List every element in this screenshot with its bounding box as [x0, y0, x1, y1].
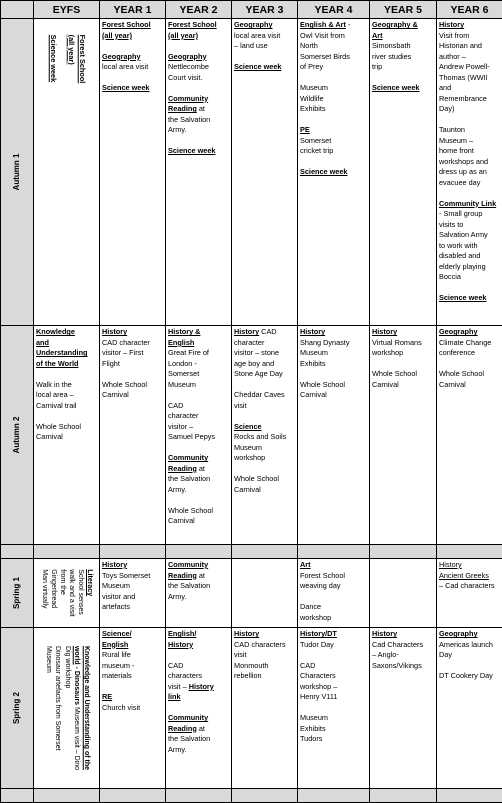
cell-text: English & Art	[300, 20, 346, 30]
cell-text: History	[372, 327, 398, 337]
cell-text: visit	[234, 400, 247, 410]
gap-row-2	[1, 788, 502, 802]
cell-text: Community	[168, 93, 209, 103]
cell-text: to work with	[439, 240, 478, 250]
cell-text: Owl Visit from	[300, 30, 345, 40]
cell-text: Boccia	[439, 272, 461, 282]
cell-text: Church visit	[102, 702, 141, 712]
cell-text: Exhibits	[300, 104, 326, 114]
cell-text: Nettlecombe	[168, 62, 209, 72]
cell-text: local area visit	[234, 30, 281, 40]
row-spring-2	[1, 628, 502, 789]
cell-text: Museum	[168, 379, 196, 389]
cell-spring1-eyfs	[34, 559, 100, 628]
gap-row-1	[1, 544, 502, 558]
cell-text: Army.	[168, 125, 187, 135]
cell-text: History	[188, 681, 214, 691]
cell-text: Samuel Pepys	[168, 432, 216, 442]
cell-text: Army.	[168, 484, 187, 494]
cell-text: Carnival	[168, 516, 195, 526]
cell-text: Whole School	[36, 421, 82, 431]
cell-spring1-year2	[166, 559, 232, 628]
cell-autumn2-eyfs	[34, 326, 100, 545]
cell-text: visitor – stone	[234, 348, 280, 358]
cell-autumn1-eyfs	[34, 19, 100, 326]
cell-text: History	[234, 629, 260, 639]
cell-text: Army.	[168, 591, 187, 601]
cell-text: the Salvation	[168, 734, 211, 744]
cell-text: CAD	[168, 660, 184, 670]
cell-text: Science week	[234, 62, 282, 72]
cell-text: visitor and	[102, 591, 136, 601]
cell-autumn2-year5	[370, 326, 437, 545]
cell-text: History	[439, 20, 465, 30]
header-row	[1, 1, 502, 19]
cell-text: Dig workshop	[63, 645, 71, 689]
cell-text: the Salvation	[168, 581, 211, 590]
cell-text: Museum	[102, 581, 130, 590]
cell-text: Knowledge and Understanding of the	[82, 645, 90, 770]
cell-text: characters	[168, 671, 203, 681]
cell-text: workshop –	[300, 681, 338, 691]
cell-text: Man virtually	[40, 569, 48, 609]
cell-spring2-year2	[166, 628, 232, 789]
cell-text: river studies	[372, 51, 412, 61]
row-autumn-2	[1, 326, 502, 545]
cell-text: Monmouth	[234, 660, 269, 670]
cell-text: Museum –	[439, 135, 474, 145]
cell-spring1-year3	[232, 559, 298, 628]
cell-text: Museum	[300, 83, 328, 93]
cell-text: – Cad characters	[439, 581, 495, 590]
cell-autumn1-year6	[437, 19, 502, 326]
cell-autumn1-year1	[100, 19, 166, 326]
cell-text: Whole School	[102, 379, 148, 389]
cell-autumn2-year3	[232, 326, 298, 545]
cell-text: CAD	[259, 327, 277, 337]
cell-text: Forest School	[102, 20, 151, 30]
cell-text: at	[196, 463, 205, 473]
cell-text: Shang Dynasty	[300, 337, 350, 347]
cell-text: Wildlife	[300, 93, 324, 103]
cell-text: Whole School	[372, 369, 418, 379]
cell-text: Toys Somerset	[102, 570, 151, 580]
cell-text: History	[300, 327, 326, 337]
cell-text: Walk in the	[36, 379, 72, 389]
cell-text: Community	[168, 453, 209, 463]
cell-text: local area –	[36, 390, 74, 400]
cell-text: the Salvation	[168, 114, 211, 124]
cell-text: Flight	[102, 358, 120, 368]
cell-text: CAD characters	[234, 639, 286, 649]
cell-autumn2-year4	[298, 326, 370, 545]
cell-text: Army.	[168, 744, 187, 754]
header-year-5: YEAR 5	[370, 1, 437, 19]
cell-text: walk and a visit	[67, 569, 75, 617]
cell-text: dress up as an	[439, 167, 487, 177]
cell-text: CAD character	[102, 337, 150, 347]
cell-text: Forest School	[77, 34, 87, 84]
cell-text: Court visit.	[168, 72, 203, 82]
cell-text: Literacy	[85, 569, 93, 597]
cell-text: Characters	[300, 671, 336, 681]
cell-text: Museum	[234, 442, 262, 452]
cell-text: Art	[372, 30, 383, 40]
cell-text: Knowledge	[36, 327, 75, 337]
cell-text: Science week	[372, 83, 420, 93]
cell-autumn2-year6	[437, 326, 502, 545]
cell-text: (all year)	[66, 34, 76, 65]
cell-text: artefacts	[102, 602, 130, 611]
cell-text: Ancient Greeks	[439, 570, 489, 580]
cell-spring1-year6	[437, 559, 502, 628]
cell-text: Virtual Romans	[372, 337, 422, 347]
cell-text: Reading	[168, 723, 197, 733]
cell-text: Museum	[300, 348, 328, 358]
cell-text: Museum visit – Dino	[72, 704, 80, 770]
cell-text: elderly playing	[439, 261, 486, 271]
cell-text: Geography	[234, 20, 273, 30]
cell-text: Art	[300, 560, 311, 569]
cell-text: Carnival	[439, 379, 466, 389]
cell-text: PE	[300, 125, 310, 135]
cell-text: English	[102, 639, 129, 649]
cell-text: (all year)	[102, 30, 133, 40]
cell-text: Reading	[168, 463, 197, 473]
cell-text: - Dinosaurs	[72, 664, 80, 705]
cell-text: Geography	[439, 629, 478, 639]
term-autumn-2	[1, 326, 34, 545]
cell-text: Day)	[439, 104, 455, 114]
cell-text: CAD	[300, 660, 316, 670]
cell-text: Museum	[300, 713, 328, 723]
cell-autumn2-year1	[100, 326, 166, 545]
cell-text: Stone Age Day	[234, 369, 283, 379]
cell-text: Simonsbath	[372, 41, 411, 51]
cell-text: workshop	[300, 612, 332, 622]
cell-text: Remembrance	[439, 93, 487, 103]
cell-text: Understanding	[36, 348, 88, 358]
cell-text: Climate Change	[439, 337, 492, 347]
cell-spring2-year6	[437, 628, 502, 789]
header-year-3: YEAR 3	[232, 1, 298, 19]
cell-text: Thomas (WWII	[439, 72, 488, 82]
cell-text: world	[72, 645, 80, 665]
cell-spring2-year1	[100, 628, 166, 789]
cell-text: weaving day	[300, 581, 341, 590]
cell-text: at	[196, 723, 205, 733]
cell-autumn1-year4	[298, 19, 370, 326]
cell-text: Tudors	[300, 734, 323, 744]
cell-text: at	[196, 570, 205, 580]
cell-text: visitor –	[168, 421, 194, 431]
cell-spring1-year4	[298, 559, 370, 628]
cell-text: Taunton	[439, 125, 465, 135]
cell-text: Science week	[300, 167, 348, 177]
cell-text: Cheddar Caves	[234, 390, 285, 400]
cell-text: DT Cookery Day	[439, 671, 493, 681]
cell-spring2-year5	[370, 628, 437, 789]
cell-text: History &	[168, 327, 201, 337]
cell-text: workshops and	[439, 156, 489, 166]
cell-text: museum -	[102, 660, 135, 670]
cell-text: disabled and	[439, 251, 481, 261]
cell-text: Carnival	[234, 484, 261, 494]
cell-text: Whole School	[439, 369, 485, 379]
cell-text: Carnival	[372, 379, 399, 389]
cell-autumn1-year3	[232, 19, 298, 326]
cell-spring2-year4	[298, 628, 370, 789]
cell-text: conference	[439, 348, 476, 358]
cell-text: History	[102, 560, 128, 569]
cell-text: Spring 2	[11, 691, 21, 724]
cell-autumn1-year2	[166, 19, 232, 326]
cell-text: workshop	[234, 453, 266, 463]
cell-text: Museum	[44, 645, 52, 673]
cell-text: Henry V111	[300, 692, 338, 702]
cell-text: Science	[234, 421, 262, 431]
cell-text: Science week	[48, 34, 58, 83]
cell-text: workshop	[372, 348, 404, 358]
row-spring-1	[1, 559, 502, 628]
cell-text: Americas launch	[439, 639, 493, 649]
cell-text: English/	[168, 629, 197, 639]
cell-text: Andrew Powell-	[439, 62, 490, 72]
cell-text: History	[439, 560, 462, 569]
cell-text: the Salvation	[168, 474, 211, 484]
cell-text: of the World	[36, 358, 79, 368]
cell-text: History	[234, 327, 260, 337]
cell-text: (all year)	[168, 30, 199, 40]
cell-text: Whole School	[300, 379, 346, 389]
cell-text: rebellion	[234, 671, 262, 681]
cell-text: Great Fire of	[168, 348, 209, 358]
cell-spring2-year3	[232, 628, 298, 789]
cell-text: Spring 1	[11, 577, 21, 610]
cell-text: Reading	[168, 104, 197, 114]
cell-text: Whole School	[168, 505, 214, 515]
cell-text: at	[196, 104, 205, 114]
cell-text: History/DT	[300, 629, 337, 639]
cell-spring1-year5	[370, 559, 437, 628]
cell-text: Exhibits	[300, 358, 326, 368]
cell-text: home front	[439, 146, 474, 156]
cell-text: visit –	[168, 681, 189, 691]
cell-text: evacuee day	[439, 177, 481, 187]
term-spring-1	[1, 559, 34, 628]
cell-text: School senses	[76, 569, 84, 615]
cell-text: Autumn 1	[11, 153, 21, 191]
cell-text: Carnival	[300, 390, 327, 400]
cell-text: – Anglo-	[372, 650, 399, 660]
cell-text: local area visit	[102, 62, 149, 72]
cell-text: Day	[439, 650, 452, 660]
cell-text: Forest School	[168, 20, 217, 30]
cell-text: visitor – First	[102, 348, 144, 358]
cell-text: cricket trip	[300, 146, 334, 156]
cell-text: visits to	[439, 219, 464, 229]
cell-text: Whole School	[234, 474, 280, 484]
header-year-4: YEAR 4	[298, 1, 370, 19]
cell-text: CAD	[168, 400, 184, 410]
cell-text: Cad Characters	[372, 639, 424, 649]
cell-text: age boy and	[234, 358, 275, 368]
cell-text: Forest School	[300, 570, 346, 580]
cell-text: - Small group	[439, 209, 483, 219]
cell-text: author –	[439, 51, 466, 61]
cell-text: Science/	[102, 629, 132, 639]
header-year-2: YEAR 2	[166, 1, 232, 19]
cell-spring1-year1	[100, 559, 166, 628]
cell-text: Community	[168, 560, 209, 569]
cell-text: Exhibits	[300, 723, 326, 733]
cell-text: character	[234, 337, 265, 347]
cell-text: Tudor Day	[300, 639, 334, 649]
cell-text: London -	[168, 358, 197, 368]
cell-text: of Prey	[300, 62, 324, 72]
cell-text: Reading	[168, 570, 197, 580]
cell-text: from the	[58, 569, 66, 595]
cell-text: Somerset Birds	[300, 51, 350, 61]
cell-text: Dinosaur artefacts from Somerset	[53, 645, 61, 751]
header-year-6: YEAR 6	[437, 1, 502, 19]
cell-text: Gingerbread	[49, 569, 57, 609]
cell-text: and	[36, 337, 49, 347]
cell-text: Dance	[300, 602, 322, 611]
cell-text: Geography	[168, 51, 207, 61]
cell-text: Rural life	[102, 650, 131, 660]
cell-text: Somerset	[168, 369, 200, 379]
cell-text: Science week	[102, 83, 150, 93]
cell-text: English	[168, 337, 195, 347]
cell-text: North	[300, 41, 318, 51]
cell-text: Carnival	[36, 432, 63, 442]
cell-text: Carnival	[102, 390, 129, 400]
header-year-1: YEAR 1	[100, 1, 166, 19]
cell-text: Somerset	[300, 135, 332, 145]
cell-text: History	[102, 327, 128, 337]
cell-text: Salvation Army	[439, 230, 488, 240]
cell-text: trip	[372, 62, 383, 72]
cell-text: Geography	[102, 51, 141, 61]
cell-text: -	[345, 20, 351, 30]
cell-text: Saxons/Vikings	[372, 660, 422, 670]
row-autumn-1	[1, 19, 502, 326]
cell-text: Autumn 2	[11, 416, 21, 454]
cell-spring2-eyfs	[34, 628, 100, 789]
header-eyfs: EYFS	[34, 1, 100, 19]
cell-autumn2-year2	[166, 326, 232, 545]
cell-text: Science week	[439, 293, 487, 303]
cell-text: character	[168, 411, 199, 421]
cell-text: Carnival trail	[36, 400, 77, 410]
cell-text: RE	[102, 692, 113, 702]
cell-text: Visit from	[439, 30, 470, 40]
cell-text: History	[372, 629, 398, 639]
cell-text: Historian and	[439, 41, 482, 51]
cell-text: and	[439, 83, 452, 93]
cell-text: Geography &	[372, 20, 418, 30]
corner-cell	[1, 1, 34, 19]
cell-text: visit	[234, 650, 247, 660]
term-spring-2	[1, 628, 34, 789]
cell-autumn1-year5	[370, 19, 437, 326]
cell-text: Community Link	[439, 198, 497, 208]
cell-text: materials	[102, 671, 132, 681]
cell-text: – land use	[234, 41, 268, 51]
cell-text: Community	[168, 713, 209, 723]
cell-text: Rocks and Soils	[234, 432, 287, 442]
cell-text: History	[168, 639, 194, 649]
cell-text: Geography	[439, 327, 478, 337]
cell-text: Science week	[168, 146, 216, 156]
cell-text: link	[168, 692, 181, 702]
term-autumn-1	[1, 19, 34, 326]
